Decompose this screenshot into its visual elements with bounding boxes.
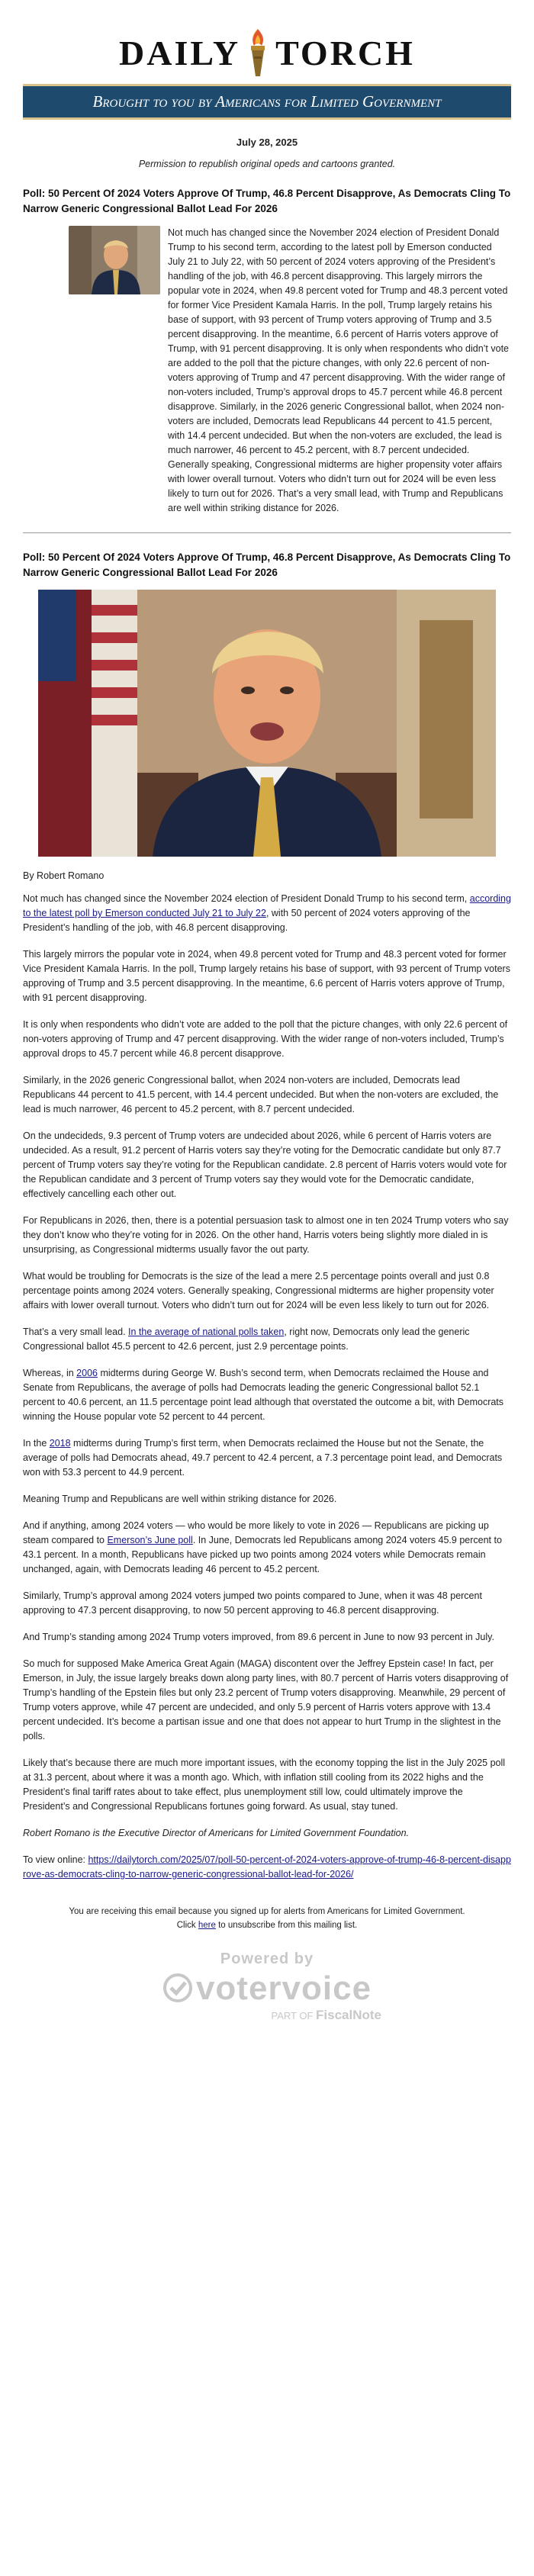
article-paragraph: Similarly, Trump’s approval among 2024 voters jumped two points compared to June, when it was 48 percent approving to 47.3 percent disapproving, to now 50 percent approving to 46.8 percent disapproving. xyxy=(23,1590,482,1616)
teaser-headline[interactable]: Poll: 50 Percent Of 2024 Voters Approve Of Trump, 46.8 Percent Disapprove, As Democrats Cling To Narrow Generic Congressional Ballot Lead For 2026 xyxy=(23,188,511,214)
text-run: . In June, Democrats led Republicans among 2024 voters 45.9 percent to 43.1 percent. In a month, Republicans have picked up two points among 2024 voters while Democrats remain unchanged, again, with Democrats leading 46 percent to 45.2 percent. xyxy=(23,1535,502,1574)
article-paragraph: Likely that’s because there are much more important issues, with the economy topping the list in the July 2025 poll at 31.3 percent, about where it was a month ago. Which, with inflation still cooling from its 2022 highs and the President’s final tariff rates about to take effect, plus unemployment still low, could ultimately improve the President’s and Congressional Republicans fortunes going forward. As usual, stay tuned. xyxy=(23,1758,506,1812)
footer-unsubscribe xyxy=(23,1918,511,1932)
article-paragraph xyxy=(23,1325,511,1354)
text-run: to unsubscribe from this mailing list. xyxy=(215,1921,358,1930)
link-2018[interactable]: 2018 xyxy=(49,1438,71,1449)
text-run: Not much has changed since the November 2024 election of President Donald Trump to his second term, xyxy=(23,893,470,904)
article-teaser xyxy=(23,186,511,516)
torch-icon xyxy=(245,26,271,79)
logo-text-left: DAILY xyxy=(119,33,241,72)
view-online xyxy=(23,1853,511,1882)
section-divider xyxy=(23,532,511,533)
article-paragraph: It is only when respondents who didn’t vote are added to the poll that the picture changes, with only 22.6 percent of non-voters approving of Trump and 47 percent disapproving. With the wider range of non-voters included, Trump’s approval drops to 45.7 percent while 46.8 percent disapprove. xyxy=(23,1019,508,1059)
logo-text-right: TORCH xyxy=(275,33,415,72)
article-paragraph: Similarly, in the 2026 generic Congressional ballot, when 2024 non-voters are included, Democrats lead Republicans 44 percent to 41.5 percent, with 14.4 percent undecided. But when the non-voters are excluded, the lead is much narrower, 46 percent to 45.2 percent, with 8.7 percent undecided. xyxy=(23,1075,499,1114)
article-paragraph xyxy=(23,1519,511,1577)
article-paragraph xyxy=(23,1366,511,1424)
emerson-june-poll-link[interactable]: Emerson’s June poll xyxy=(107,1535,193,1545)
author-note: Robert Romano is the Executive Director of Americans for Limited Government Foundation. xyxy=(23,1828,410,1838)
article-paragraph: What would be troubling for Democrats is the size of the lead a mere 2.5 percentage points overall and just 0.8 percentage points among 2024 voters. Generally speaking, Congressional midterms are higher propensity voter affairs with lower overall turnout. Voters who didn’t turn out for 2024 will be even less likely to turn out for 2026. xyxy=(23,1271,494,1311)
article-headline: Poll: 50 Percent Of 2024 Voters Approve Of Trump, 46.8 Percent Disapprove, As Democrats Cling To Narrow Generic Congressional Ballot Lead For 2026 xyxy=(23,552,511,578)
issue-date: July 28, 2025 xyxy=(236,137,298,148)
link-2006[interactable]: 2006 xyxy=(76,1368,98,1378)
article-paragraph: For Republicans in 2026, then, there is a potential persuasion task to almost one in ten 2024 Trump voters who say they don’t know who they’re voting for in 2026. On the other hand, Harris voters being slightly more dialed in is unsurprising, as Congressional midterms usually favor the out party. xyxy=(23,1215,509,1255)
fiscalnote-text: FiscalNote xyxy=(316,2008,381,2022)
permission-note: Permission to republish original opeds and cartoons granted. xyxy=(138,159,396,169)
votervoice-logo[interactable] xyxy=(23,1950,511,2038)
text-run: Whereas, in xyxy=(23,1368,77,1378)
view-online-label: To view online: xyxy=(23,1854,88,1865)
article-paragraph xyxy=(23,892,511,935)
text-run: And if anything, among 2024 voters — who would be more likely to vote in 2026 — Republicans are picking up steam compared to xyxy=(23,1520,489,1545)
votervoice-wordmark: votervoice xyxy=(195,1970,372,2007)
teaser-thumbnail-image[interactable] xyxy=(69,226,160,294)
teaser-summary: Not much has changed since the November 2024 election of President Donald Trump to his second term, according to the latest poll by Emerson conducted July 21 to July 22, with 50 percent of 2024 voters approving of the President’s handling of the job, with 46.8 percent disapproving. This largely mirrors the popular vote in 2024, when 49.8 percent voted for Trump and 48.3 percent voted for former Vice President Kamala Harris. In the poll, Trump largely retains his base of support, with 93 percent of Trump voters approving of Trump and 3.5 percent disapproving. In the meantime, 6.6 percent of Harris voters approve of Trump, with 91 percent disapproving. It is only when respondents who didn’t vote are added to the poll that the picture changes, with only 22.6 percent of non-voters approving of Trump and 47 percent disapproving. With the wider range of non-voters included, Trump’s approval drops to 45.7 percent while 46.8 percent disapprove. Similarly, in the 2026 generic Congressional ballot, when 2024 non-voters are included, Democrats lead Republicans 44 percent to 41.5 percent, with 14.4 percent undecided. But when the non-voters are excluded, the lead is much narrower, 46 percent to 45.2 percent, with 8.7 percent undecided. Generally speaking, Congressional midterms are higher propensity voter affairs with lower overall turnout. Voters who didn’t turn out for 2024 will be even less likely to turn out for 2026. That’s a very small lead, with Trump and Republicans are well within striking distance for 2026. xyxy=(168,227,510,513)
article-paragraph: So much for supposed Make America Great Again (MAGA) discontent over the Jeffrey Epstein case! In fact, per Emerson, in July, the issue largely breaks down along party lines, with 80.7 percent of Harris voters disapproving of Trump’s handling of the Epstein files but only 23.2 percent of Trump voters disapproving. Meanwhile, 29 percent of Trump voters approve, while 47 percent are undecided, and only 5.9 percent of Harris voters approve with 13.4 percent undecided. It’s become a partisan issue and one that does not appear to hurt Trump in the slightest in the polls. xyxy=(23,1658,509,1741)
article-paragraph: And Trump’s standing among 2024 Trump voters improved, from 89.6 percent in June to now 93 percent in July. xyxy=(23,1632,494,1642)
fiscalnote-label xyxy=(153,2008,381,2023)
masthead xyxy=(23,0,511,120)
daily-torch-logo[interactable] xyxy=(23,26,511,79)
emerson-poll-link[interactable]: according to the latest poll by Emerson conducted July 21 to July 22 xyxy=(23,893,511,918)
text-run: In the xyxy=(23,1438,50,1449)
part-of-text: PART OF xyxy=(271,2010,314,2021)
article-paragraph: This largely mirrors the popular vote in 2024, when 49.8 percent voted for Trump and 48.3 percent voted for former Vice President Kamala Harris. In the poll, Trump largely retains his base of support, with 93 percent of Trump voters approving of Trump and 3.5 percent disapproving. In the meantime, 6.6 percent of Harris voters approve of Trump, with 91 percent disapproving. xyxy=(23,949,510,1003)
article-paragraph: Meaning Trump and Republicans are well within striking distance for 2026. xyxy=(23,1494,337,1504)
footer xyxy=(23,1905,511,1932)
tagline-banner: Brought to you by Americans for Limited Government xyxy=(23,84,511,120)
text-run: , with 50 percent of 2024 voters approving of the President’s handling of the job, with 46.8 percent disapproving. xyxy=(23,908,471,933)
article-hero-image xyxy=(38,590,496,857)
votervoice-check-icon xyxy=(162,1973,193,2005)
unsubscribe-link[interactable]: here xyxy=(198,1921,216,1930)
text-run: midterms during Trump’s first term, when Democrats reclaimed the House but not the Senate, the average of polls had Democrats ahead, 49.7 percent to 42.4 percent, a 7.3 percentage point lead, and Democrats won with 53.3 percent to 44.9 percent. xyxy=(23,1438,503,1478)
article-paragraph xyxy=(23,1436,511,1480)
text-run: midterms during George W. Bush’s second term, when Democrats reclaimed the House and Senate from Republicans, the average of polls had Democrats leading the generic Congressional ballot 52.1 percent to 40.6 percent, an 11.5 percentage point lead although that overstated the outcome a bit, with Democrats winning the House popular vote 52 percent to 44 percent. xyxy=(23,1368,504,1422)
view-online-link[interactable]: https://dailytorch.com/2025/07/poll-50-percent-of-2024-voters-approve-of-trump-46-8-percent-disapprove-as-democrats-cling-to-narrow-generic-congressional-ballot-lead-for-2026/ xyxy=(23,1854,511,1880)
article xyxy=(23,550,511,1882)
text-run: Click xyxy=(176,1921,198,1930)
text-run: That’s a very small lead. xyxy=(23,1327,129,1337)
powered-by-label: Powered by xyxy=(220,1950,314,1967)
byline: By Robert Romano xyxy=(23,870,105,881)
footer-subscription-note: You are receiving this email because you signed up for alerts from Americans for Limited Government. xyxy=(69,1907,465,1916)
text-run: , right now, Democrats only lead the generic Congressional ballot 45.5 percent to 42.6 percent, just 2.9 percentage points. xyxy=(23,1327,470,1352)
poll-average-link[interactable]: In the average of national polls taken xyxy=(128,1327,285,1337)
article-paragraph: On the undecideds, 9.3 percent of Trump voters are undecided about 2026, while 6 percent of Harris voters are undecided. As a result, 91.2 percent of Harris voters say they’re voting for the Democratic candidate but only 87.7 percent of Trump voters say they’re voting for the Republican candidate. 2.8 percent of Harris voters would vote for the Republican candidate and 3 percent of Trump voters say they would vote for the Democratic candidate, effectively cancelling each other out. xyxy=(23,1130,507,1199)
